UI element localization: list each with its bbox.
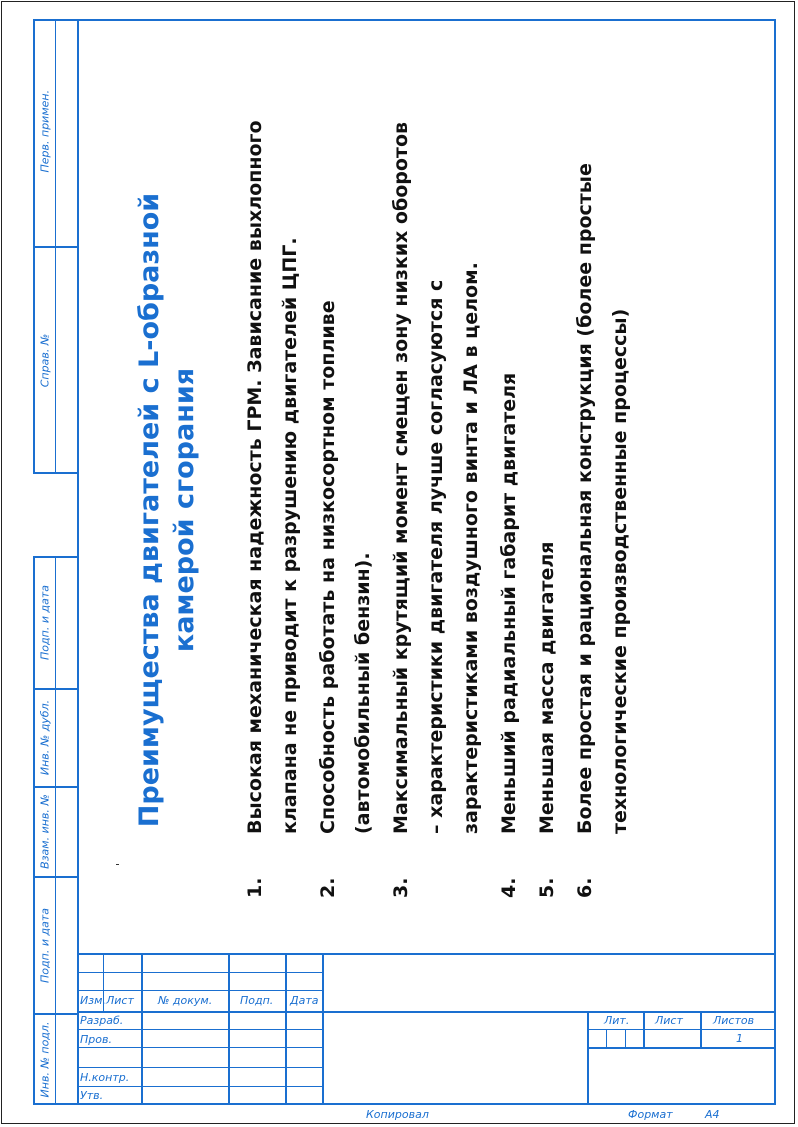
side-stamp-line bbox=[33, 556, 35, 1105]
side-stamp-line bbox=[55, 556, 56, 1105]
advantages-list bbox=[238, 112, 638, 902]
title-block-line bbox=[77, 1011, 776, 1013]
list-label: Лист bbox=[106, 994, 134, 1007]
list-item-number: 3. bbox=[390, 877, 412, 898]
data-label: Дата bbox=[290, 994, 319, 1007]
format-label: Формат bbox=[628, 1108, 673, 1121]
side-stamp-line bbox=[33, 786, 77, 788]
side-stamp-line bbox=[33, 19, 77, 21]
prov-label: Пров. bbox=[80, 1033, 112, 1046]
list-item-number: 5. bbox=[536, 877, 558, 898]
content-area bbox=[100, 90, 760, 930]
title-block-line bbox=[587, 1029, 776, 1030]
list-item-text: Меньшая масса двигателя bbox=[536, 541, 558, 834]
n-dokum-label: № докум. bbox=[158, 994, 213, 1007]
razrab-label: Разраб. bbox=[80, 1014, 124, 1027]
side-stamp-line bbox=[33, 1103, 77, 1105]
list-item-number: 1. bbox=[244, 877, 266, 898]
vzam-inv-label: Взам. инв. № bbox=[38, 794, 52, 869]
side-stamp-line bbox=[33, 246, 77, 248]
side-stamp-line bbox=[33, 472, 77, 474]
side-stamp-line bbox=[33, 556, 77, 558]
lit-label: Лит. bbox=[604, 1014, 630, 1027]
inv-podl-label: Инв. № подл. bbox=[38, 1021, 52, 1098]
document-title: Преимущества двигателей с L-образной камерой сгорания bbox=[134, 192, 200, 828]
title-block-line bbox=[625, 1029, 626, 1047]
perv-primen-label: Перв. примен. bbox=[38, 89, 52, 173]
title-block-line bbox=[322, 953, 324, 1105]
list2-label: Лист bbox=[655, 1014, 683, 1027]
side-stamp-line bbox=[33, 688, 77, 690]
list-item-text: Максимальный крутящий момент смещен зону низких оборотов – характеристики двигателя лучше согласуются с зарактеристиками воздушного винта и ЛА в целом. bbox=[390, 121, 482, 834]
title-block-line bbox=[643, 1011, 645, 1047]
title-block-line bbox=[587, 1047, 776, 1049]
list-item-text: Более простая и рациональная конструкция (более простые технологические производственные процессы) bbox=[574, 163, 631, 834]
title-block-line bbox=[285, 953, 287, 1105]
podp-data-label: Подп. и дата bbox=[38, 908, 52, 983]
izm-label: Изм. bbox=[80, 994, 106, 1007]
title-block-line bbox=[228, 953, 230, 1105]
podp-data-label: Подп. и дата bbox=[38, 585, 52, 660]
utv-label: Утв. bbox=[80, 1089, 104, 1102]
listov-label: Листов bbox=[713, 1014, 755, 1027]
list-item-number: 4. bbox=[498, 877, 520, 898]
rotated-content bbox=[100, 90, 760, 930]
title-block-line bbox=[587, 1011, 589, 1105]
list-item-text: Высокая механическая надежность ГРМ. Зависание выхлопного клапана не приводит к разрушению двигателей ЦПГ. bbox=[244, 120, 301, 834]
title-block-line bbox=[606, 1029, 607, 1047]
title-block-line bbox=[700, 1011, 702, 1047]
list-item-number: 2. bbox=[317, 877, 339, 898]
list-item bbox=[238, 112, 308, 902]
list-item bbox=[530, 112, 565, 902]
list-item-number: 6. bbox=[574, 877, 596, 898]
sprav-no-label: Справ. № bbox=[38, 333, 52, 388]
n-kontr-label: Н.контр. bbox=[80, 1071, 130, 1084]
kopiroval-label: Копировал bbox=[366, 1108, 429, 1121]
list-item-text: Способность работать на низкосортном топливе (автомобильный бензин). bbox=[317, 300, 374, 834]
list-item bbox=[568, 112, 638, 902]
title-block-line bbox=[141, 953, 143, 1105]
podp-label: Подп. bbox=[240, 994, 274, 1007]
side-stamp-line bbox=[33, 1013, 77, 1015]
format-value: А4 bbox=[705, 1108, 720, 1121]
list-item bbox=[384, 112, 489, 902]
list-item bbox=[492, 112, 527, 902]
list-item-text: Меньший радиальный габарит двигателя bbox=[498, 372, 520, 834]
title-block-line bbox=[77, 953, 776, 955]
inv-dubl-label: Инв. № дубл. bbox=[38, 699, 52, 776]
side-stamp-line bbox=[33, 876, 77, 878]
listov-value: 1 bbox=[736, 1032, 743, 1045]
list-item bbox=[311, 112, 381, 902]
